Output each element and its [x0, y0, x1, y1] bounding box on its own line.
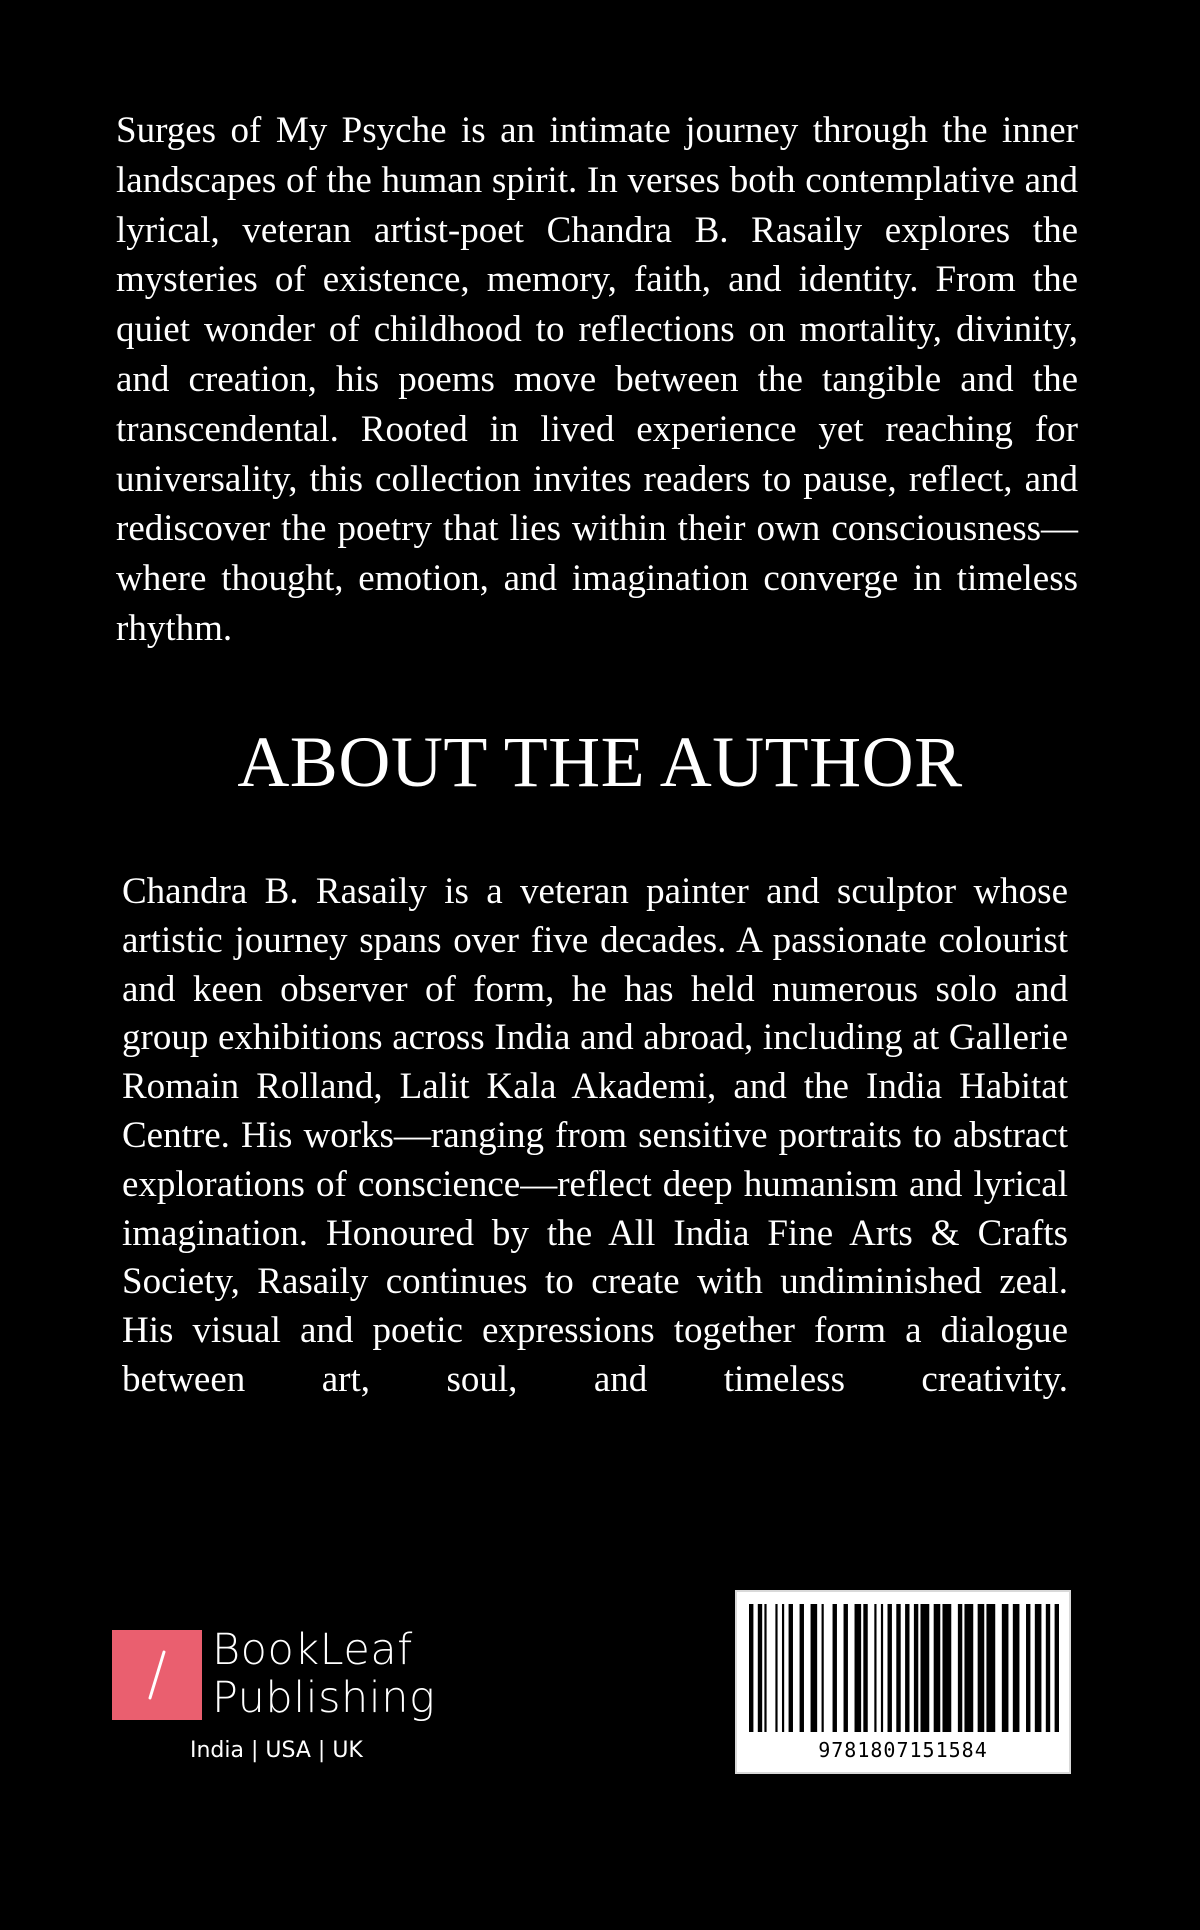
publisher-name-line2: Publishing	[212, 1673, 436, 1723]
publisher-name-line1: BookLeaf	[212, 1625, 413, 1675]
barcode-bar	[964, 1604, 973, 1732]
barcode-bar	[764, 1604, 766, 1732]
barcode-bar	[1002, 1604, 1009, 1732]
barcode-bar	[782, 1604, 784, 1732]
barcode-bar	[920, 1604, 929, 1732]
barcode-bar	[789, 1604, 793, 1732]
about-author-heading: ABOUT THE AUTHOR	[237, 722, 963, 802]
author-bio: Chandra B. Rasaily is a veteran painter and sculptor whose artistic journey spans over five decades. A passionate colourist and keen observer of form, he has held numerous solo and group exhibitions across India and abroad, including at Gallerie Romain Rolland, Lalit Kala Akademi, and the India Habitat Centre. His works—ranging from sensitive portraits to abstract explorations of conscience—reflect deep humanism and lyrical imagination. Honoured by the All India Fine Arts & Crafts Society, Rasaily continues to create with undiminished zeal. His visual and poetic expressions together form a dialogue between art, soul, and timeless creativity.	[122, 871, 1068, 1400]
barcode-bar	[863, 1604, 867, 1732]
barcode-bar	[978, 1604, 985, 1732]
barcode-bar	[822, 1604, 824, 1732]
barcode-bar	[775, 1604, 777, 1732]
barcode-bar	[958, 1604, 962, 1732]
barcode-bar	[881, 1604, 883, 1732]
barcode-bar	[833, 1604, 837, 1732]
barcode-bar	[749, 1604, 753, 1732]
barcode-bar	[758, 1604, 762, 1732]
barcode-bar	[888, 1604, 892, 1732]
slash-logo-icon	[112, 1630, 202, 1720]
barcode-bar	[986, 1604, 995, 1732]
barcode-bar	[1035, 1604, 1042, 1732]
barcode-bar	[855, 1604, 862, 1732]
barcode-bar	[874, 1604, 876, 1732]
barcode-bar	[905, 1604, 909, 1732]
isbn-number: 9781807151584	[818, 1738, 988, 1762]
barcode-bars-icon	[749, 1604, 1059, 1732]
barcode-bar	[1013, 1604, 1020, 1732]
book-blurb: Surges of My Psyche is an intimate journey through the inner landscapes of the human spirit. In verses both contemplative and lyrical, veteran artist-poet Chandra B. Rasaily explores the mysteries of existence, memory, faith, and identity. From the quiet wonder of childhood to reflections on mortality, divinity, and creation, his poems move between the tangible and the transcendental. Rooted in lived experience yet reaching for universality, this collection invites readers to pause, reflect, and rediscover the poetry that lies within their own consciousness—where thought, emotion, and imagination converge in timeless rhythm.	[116, 110, 1078, 649]
publisher-name	[212, 1626, 435, 1722]
barcode-bar	[1046, 1604, 1050, 1732]
barcode-bar	[844, 1604, 848, 1732]
barcode-bar	[800, 1604, 804, 1732]
isbn-barcode	[735, 1590, 1071, 1774]
barcode-bar	[1055, 1604, 1059, 1732]
barcode-bar	[942, 1604, 951, 1732]
barcode-bar	[896, 1604, 900, 1732]
publisher-regions: India | USA | UK	[190, 1738, 363, 1763]
barcode-bar	[1026, 1604, 1030, 1732]
barcode-bar	[914, 1604, 918, 1732]
barcode-bar	[811, 1604, 818, 1732]
barcode-bar	[934, 1604, 941, 1732]
publisher-logo	[112, 1625, 442, 1770]
